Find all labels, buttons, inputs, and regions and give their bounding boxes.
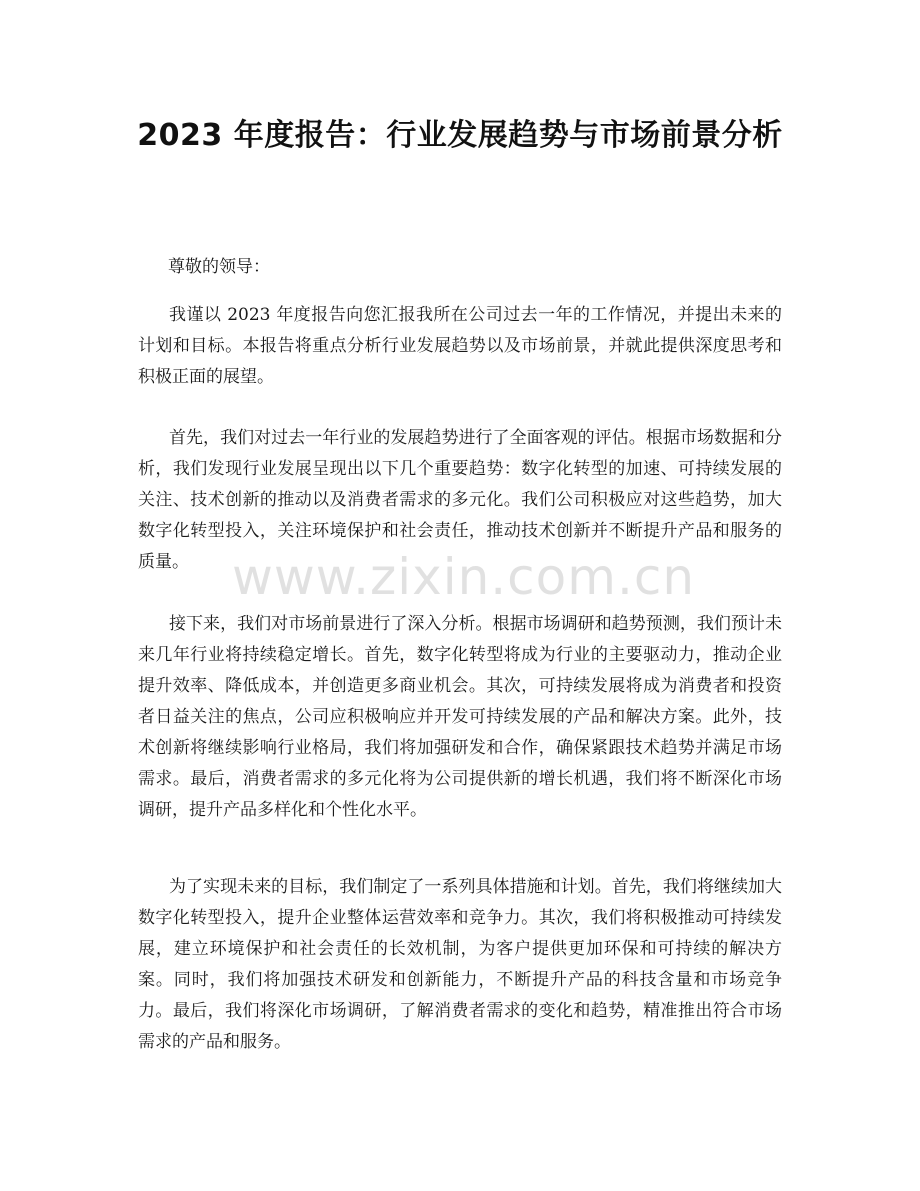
salutation: 尊敬的领导：	[168, 257, 270, 277]
document-title: 2023 年度报告：行业发展趋势与市场前景分析	[137, 118, 783, 153]
paragraph-3: 接下来，我们对市场前景进行了深入分析。根据市场调研和趋势预测，我们预计未来几年行业将持续稳定增长。首先，数字化转型将成为行业的主要驱动力，推动企业提升效率、降低成本，并创造更多商业机会。其次，可持续发展将成为消费者和投资者日益关注的焦点，公司应积极响应并开发可持续发展的产品和解决方案。此外，技术创新将继续影响行业格局，我们将加强研发和合作，确保紧跟技术趋势并满足市场需求。最后，消费者需求的多元化将为公司提供新的增长机遇，我们将不断深化市场调研，提升产品多样化和个性化水平。	[138, 614, 782, 820]
paragraph-4: 为了实现未来的目标，我们制定了一系列具体措施和计划。首先，我们将继续加大数字化转型投入，提升企业整体运营效率和竞争力。其次，我们将积极推动可持续发展，建立环境保护和社会责任的长效机制，为客户提供更加环保和可持续的解决方案。同时，我们将加强技术研发和创新能力，不断提升产品的科技含量和市场竞争力。最后，我们将深化市场调研，了解消费者需求的变化和趋势，精准推出符合市场需求的产品和服务。	[138, 877, 782, 1052]
watermark: www.zixin.com.cn	[232, 548, 696, 606]
paragraph-1: 我谨以 2023 年度报告向您汇报我所在公司过去一年的工作情况，并提出未来的计划和目标。本报告将重点分析行业发展趋势以及市场前景，并就此提供深度思考和积极正面的展望。	[138, 305, 782, 387]
paragraph-2: 首先，我们对过去一年行业的发展趋势进行了全面客观的评估。根据市场数据和分析，我们发现行业发展呈现出以下几个重要趋势：数字化转型的加速、可持续发展的关注、技术创新的推动以及消费者需求的多元化。我们公司积极应对这些趋势，加大数字化转型投入，关注环境保护和社会责任，推动技术创新并不断提升产品和服务的质量。	[138, 428, 782, 572]
